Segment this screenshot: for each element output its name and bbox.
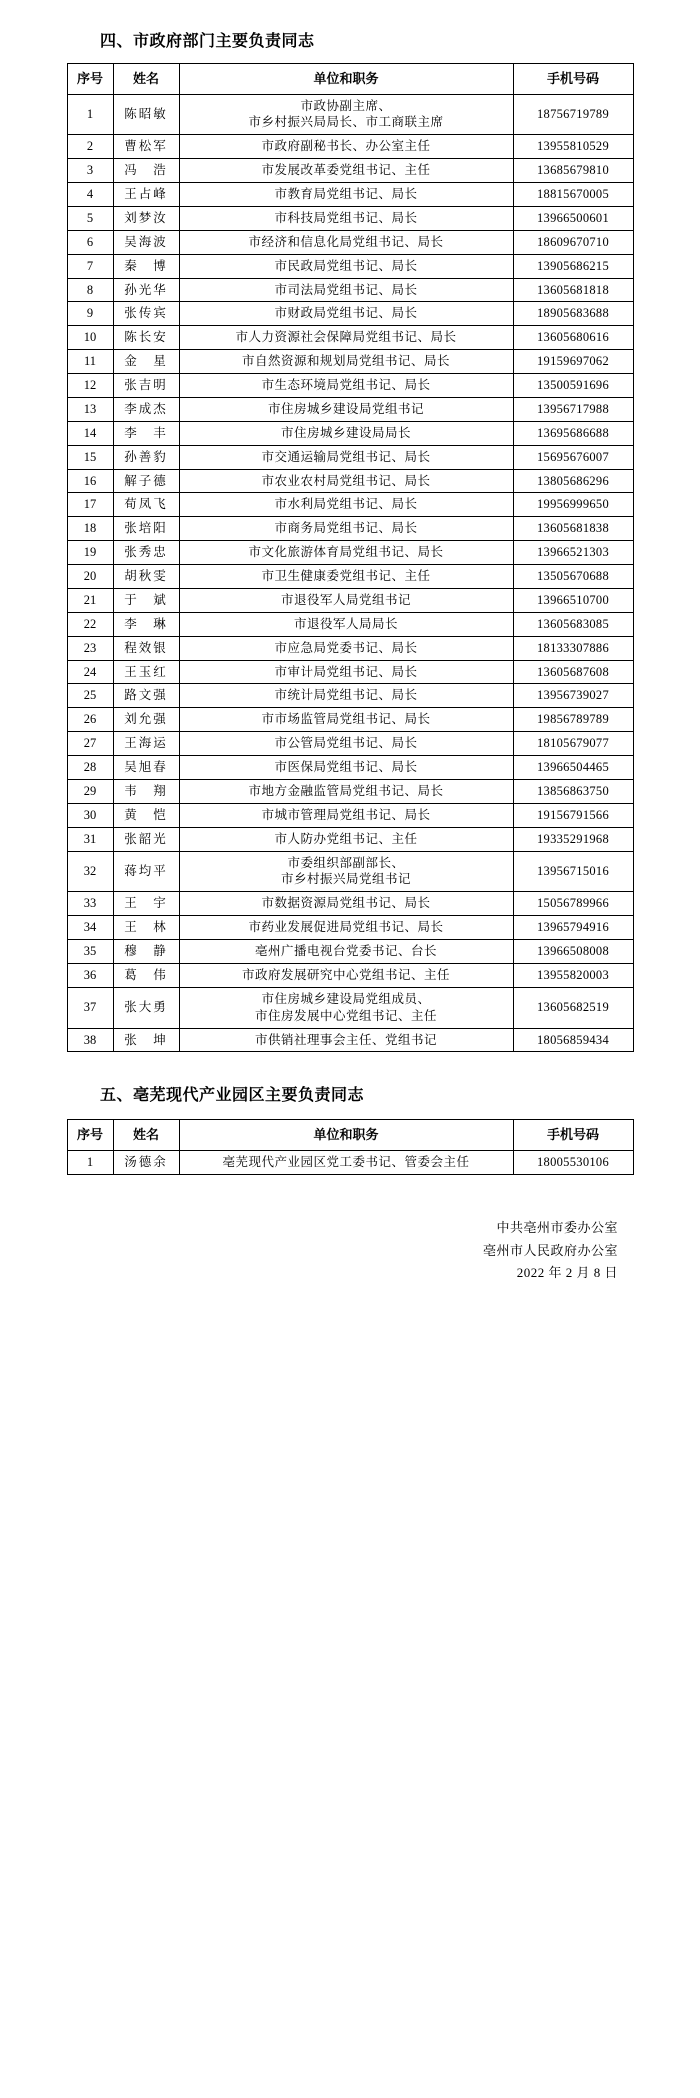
cell-name: 于 斌 (113, 588, 179, 612)
cell-index: 7 (67, 254, 113, 278)
cell-index: 16 (67, 469, 113, 493)
cell-post: 市商务局党组书记、局长 (179, 517, 513, 541)
cell-name: 蒋均平 (113, 851, 179, 892)
table-row (67, 469, 633, 493)
cell-phone: 13905686215 (513, 254, 633, 278)
table-row (67, 230, 633, 254)
cell-index: 23 (67, 636, 113, 660)
cell-name: 吴旭春 (113, 756, 179, 780)
table-row (67, 779, 633, 803)
cell-name: 冯 浩 (113, 159, 179, 183)
cell-index: 15 (67, 445, 113, 469)
table-row (67, 660, 633, 684)
cell-post: 市自然资源和规划局党组书记、局长 (179, 350, 513, 374)
cell-name: 李 琳 (113, 612, 179, 636)
table-row (67, 421, 633, 445)
cell-name: 程效银 (113, 636, 179, 660)
table-header-row (67, 64, 633, 95)
table-row (67, 135, 633, 159)
cell-phone: 13965794916 (513, 916, 633, 940)
cell-phone: 13505670688 (513, 565, 633, 589)
cell-post: 市卫生健康委党组书记、主任 (179, 565, 513, 589)
cell-post: 亳州广播电视台党委书记、台长 (179, 940, 513, 964)
cell-index: 30 (67, 803, 113, 827)
cell-phone: 13695686688 (513, 421, 633, 445)
cell-index: 1 (67, 1150, 113, 1174)
cell-phone: 19956999650 (513, 493, 633, 517)
cell-index: 36 (67, 963, 113, 987)
cell-post: 市交通运输局党组书记、局长 (179, 445, 513, 469)
cell-phone: 18905683688 (513, 302, 633, 326)
table-row (67, 940, 633, 964)
cell-post: 市教育局党组书记、局长 (179, 183, 513, 207)
cell-name: 王 宇 (113, 892, 179, 916)
table-row (67, 565, 633, 589)
cell-post: 市民政局党组书记、局长 (179, 254, 513, 278)
cell-phone: 13605681818 (513, 278, 633, 302)
column-header-name: 姓名 (113, 1120, 179, 1151)
cell-index: 11 (67, 350, 113, 374)
roster-table-industrial-park (67, 1119, 634, 1174)
table-row (67, 756, 633, 780)
cell-post: 市文化旅游体育局党组书记、局长 (179, 541, 513, 565)
cell-index: 25 (67, 684, 113, 708)
cell-phone: 13956739027 (513, 684, 633, 708)
cell-phone: 13966504465 (513, 756, 633, 780)
cell-phone: 19159697062 (513, 350, 633, 374)
table-row (67, 732, 633, 756)
cell-post: 市司法局党组书记、局长 (179, 278, 513, 302)
cell-phone: 13605683085 (513, 612, 633, 636)
cell-phone: 15056789966 (513, 892, 633, 916)
cell-post: 市科技局党组书记、局长 (179, 206, 513, 230)
cell-post: 市数据资源局党组书记、局长 (179, 892, 513, 916)
cell-index: 8 (67, 278, 113, 302)
cell-phone: 18105679077 (513, 732, 633, 756)
cell-phone: 13605682519 (513, 987, 633, 1028)
cell-index: 19 (67, 541, 113, 565)
table-row (67, 636, 633, 660)
table-header-row (67, 1120, 633, 1151)
cell-phone: 15695676007 (513, 445, 633, 469)
cell-index: 14 (67, 421, 113, 445)
cell-index: 6 (67, 230, 113, 254)
cell-phone: 13856863750 (513, 779, 633, 803)
cell-name: 张传宾 (113, 302, 179, 326)
cell-phone: 18815670005 (513, 183, 633, 207)
cell-phone: 18056859434 (513, 1028, 633, 1052)
cell-post: 市住房城乡建设局党组书记 (179, 397, 513, 421)
cell-name: 王玉红 (113, 660, 179, 684)
table-row (67, 916, 633, 940)
cell-index: 4 (67, 183, 113, 207)
cell-name: 孙光华 (113, 278, 179, 302)
table-row (67, 445, 633, 469)
cell-post: 市住房城乡建设局局长 (179, 421, 513, 445)
column-header-phone: 手机号码 (513, 1120, 633, 1151)
cell-name: 陈昭敏 (113, 94, 179, 135)
cell-phone: 13605680616 (513, 326, 633, 350)
document-footer (44, 1217, 656, 1285)
cell-name: 穆 静 (113, 940, 179, 964)
cell-phone: 18756719789 (513, 94, 633, 135)
table-row (67, 94, 633, 135)
cell-phone: 13966500601 (513, 206, 633, 230)
cell-phone: 19856789789 (513, 708, 633, 732)
cell-phone: 13955820003 (513, 963, 633, 987)
cell-name: 张韶光 (113, 827, 179, 851)
cell-name: 王占峰 (113, 183, 179, 207)
cell-post: 市住房城乡建设局党组成员、 市住房发展中心党组书记、主任 (179, 987, 513, 1028)
cell-index: 29 (67, 779, 113, 803)
cell-name: 汤德余 (113, 1150, 179, 1174)
cell-post: 市退役军人局党组书记 (179, 588, 513, 612)
cell-index: 22 (67, 612, 113, 636)
cell-post: 市医保局党组书记、局长 (179, 756, 513, 780)
cell-index: 26 (67, 708, 113, 732)
cell-index: 38 (67, 1028, 113, 1052)
cell-post: 市审计局党组书记、局长 (179, 660, 513, 684)
cell-name: 张吉明 (113, 374, 179, 398)
footer-issuer-party: 中共亳州市委办公室 (496, 1219, 618, 1235)
cell-post: 市政府副秘书长、办公室主任 (179, 135, 513, 159)
table-row (67, 278, 633, 302)
section-title-4: 四、市政府部门主要负责同志 (100, 33, 315, 50)
cell-post: 市市场监管局党组书记、局长 (179, 708, 513, 732)
table-row (67, 541, 633, 565)
table-row (67, 827, 633, 851)
cell-index: 10 (67, 326, 113, 350)
cell-index: 2 (67, 135, 113, 159)
cell-name: 张培阳 (113, 517, 179, 541)
cell-name: 金 星 (113, 350, 179, 374)
cell-phone: 13955810529 (513, 135, 633, 159)
table-row (67, 803, 633, 827)
cell-name: 刘梦汝 (113, 206, 179, 230)
cell-name: 李成杰 (113, 397, 179, 421)
cell-post: 市水利局党组书记、局长 (179, 493, 513, 517)
cell-post: 市地方金融监管局党组书记、局长 (179, 779, 513, 803)
cell-name: 张 坤 (113, 1028, 179, 1052)
roster-table-government-departments (67, 63, 634, 1052)
cell-name: 解子德 (113, 469, 179, 493)
cell-index: 18 (67, 517, 113, 541)
column-header-index: 序号 (67, 64, 113, 95)
column-header-post: 单位和职务 (179, 1120, 513, 1151)
cell-name: 路文强 (113, 684, 179, 708)
cell-name: 黄 恺 (113, 803, 179, 827)
cell-name: 韦 翔 (113, 779, 179, 803)
cell-phone: 13956717988 (513, 397, 633, 421)
cell-name: 秦 博 (113, 254, 179, 278)
cell-index: 5 (67, 206, 113, 230)
cell-phone: 18133307886 (513, 636, 633, 660)
table-row (67, 326, 633, 350)
cell-post: 市政府发展研究中心党组书记、主任 (179, 963, 513, 987)
cell-phone: 13956715016 (513, 851, 633, 892)
table-row (67, 374, 633, 398)
cell-post: 市人力资源社会保障局党组书记、局长 (179, 326, 513, 350)
table-row (67, 892, 633, 916)
cell-post: 市人防办党组书记、主任 (179, 827, 513, 851)
cell-name: 王海运 (113, 732, 179, 756)
table-row (67, 708, 633, 732)
table-row (67, 350, 633, 374)
cell-phone: 13966510700 (513, 588, 633, 612)
cell-post: 市统计局党组书记、局长 (179, 684, 513, 708)
section-title-5: 五、亳芜现代产业园区主要负责同志 (100, 1087, 365, 1105)
table-row (67, 851, 633, 892)
cell-index: 24 (67, 660, 113, 684)
table-row (67, 517, 633, 541)
table-row (67, 397, 633, 421)
cell-name: 孙善豹 (113, 445, 179, 469)
cell-post: 市农业农村局党组书记、局长 (179, 469, 513, 493)
cell-index: 3 (67, 159, 113, 183)
cell-phone: 19335291968 (513, 827, 633, 851)
cell-index: 17 (67, 493, 113, 517)
cell-phone: 13966521303 (513, 541, 633, 565)
cell-name: 胡秋雯 (113, 565, 179, 589)
table-row (67, 493, 633, 517)
cell-name: 张秀忠 (113, 541, 179, 565)
cell-post: 市城市管理局党组书记、局长 (179, 803, 513, 827)
cell-index: 9 (67, 302, 113, 326)
cell-phone: 13605687608 (513, 660, 633, 684)
cell-post: 亳芜现代产业园区党工委书记、管委会主任 (179, 1150, 513, 1174)
cell-post: 市发展改革委党组书记、主任 (179, 159, 513, 183)
cell-name: 刘允强 (113, 708, 179, 732)
cell-index: 12 (67, 374, 113, 398)
cell-index: 20 (67, 565, 113, 589)
column-header-phone: 手机号码 (513, 64, 633, 95)
cell-phone: 13805686296 (513, 469, 633, 493)
cell-name: 葛 伟 (113, 963, 179, 987)
cell-phone: 13966508008 (513, 940, 633, 964)
cell-index: 34 (67, 916, 113, 940)
column-header-index: 序号 (67, 1120, 113, 1151)
cell-name: 荀凤飞 (113, 493, 179, 517)
cell-index: 21 (67, 588, 113, 612)
table-row (67, 987, 633, 1028)
roster-body-5 (67, 1150, 633, 1174)
table-row (67, 684, 633, 708)
cell-post: 市经济和信息化局党组书记、局长 (179, 230, 513, 254)
table-row (67, 254, 633, 278)
cell-post: 市公管局党组书记、局长 (179, 732, 513, 756)
cell-post: 市生态环境局党组书记、局长 (179, 374, 513, 398)
table-row (67, 302, 633, 326)
cell-post: 市供销社理事会主任、党组书记 (179, 1028, 513, 1052)
cell-name: 陈长安 (113, 326, 179, 350)
cell-name: 李 丰 (113, 421, 179, 445)
cell-phone: 18609670710 (513, 230, 633, 254)
cell-phone: 18005530106 (513, 1150, 633, 1174)
cell-post: 市药业发展促进局党组书记、局长 (179, 916, 513, 940)
cell-name: 吴海波 (113, 230, 179, 254)
footer-issuer-government: 亳州市人民政府办公室 (482, 1242, 618, 1258)
table-row (67, 183, 633, 207)
column-header-name: 姓名 (113, 64, 179, 95)
column-header-post: 单位和职务 (179, 64, 513, 95)
cell-index: 27 (67, 732, 113, 756)
cell-phone: 13605681838 (513, 517, 633, 541)
cell-phone: 13500591696 (513, 374, 633, 398)
roster-body-4 (67, 94, 633, 1052)
cell-name: 王 林 (113, 916, 179, 940)
cell-post: 市政协副主席、 市乡村振兴局局长、市工商联主席 (179, 94, 513, 135)
cell-index: 32 (67, 851, 113, 892)
cell-index: 13 (67, 397, 113, 421)
cell-post: 市退役军人局局长 (179, 612, 513, 636)
cell-name: 曹松军 (113, 135, 179, 159)
cell-index: 37 (67, 987, 113, 1028)
table-row (67, 159, 633, 183)
table-row (67, 1028, 633, 1052)
cell-index: 1 (67, 94, 113, 135)
cell-index: 31 (67, 827, 113, 851)
table-row (67, 206, 633, 230)
cell-phone: 13685679810 (513, 159, 633, 183)
table-row (67, 612, 633, 636)
cell-phone: 19156791566 (513, 803, 633, 827)
cell-post: 市委组织部副部长、 市乡村振兴局党组书记 (179, 851, 513, 892)
cell-name: 张大勇 (113, 987, 179, 1028)
table-row (67, 588, 633, 612)
cell-post: 市财政局党组书记、局长 (179, 302, 513, 326)
footer-date: 2022 年 2 月 8 日 (516, 1265, 618, 1281)
cell-post: 市应急局党委书记、局长 (179, 636, 513, 660)
cell-index: 33 (67, 892, 113, 916)
cell-index: 28 (67, 756, 113, 780)
table-row (67, 1150, 633, 1174)
table-row (67, 963, 633, 987)
cell-index: 35 (67, 940, 113, 964)
